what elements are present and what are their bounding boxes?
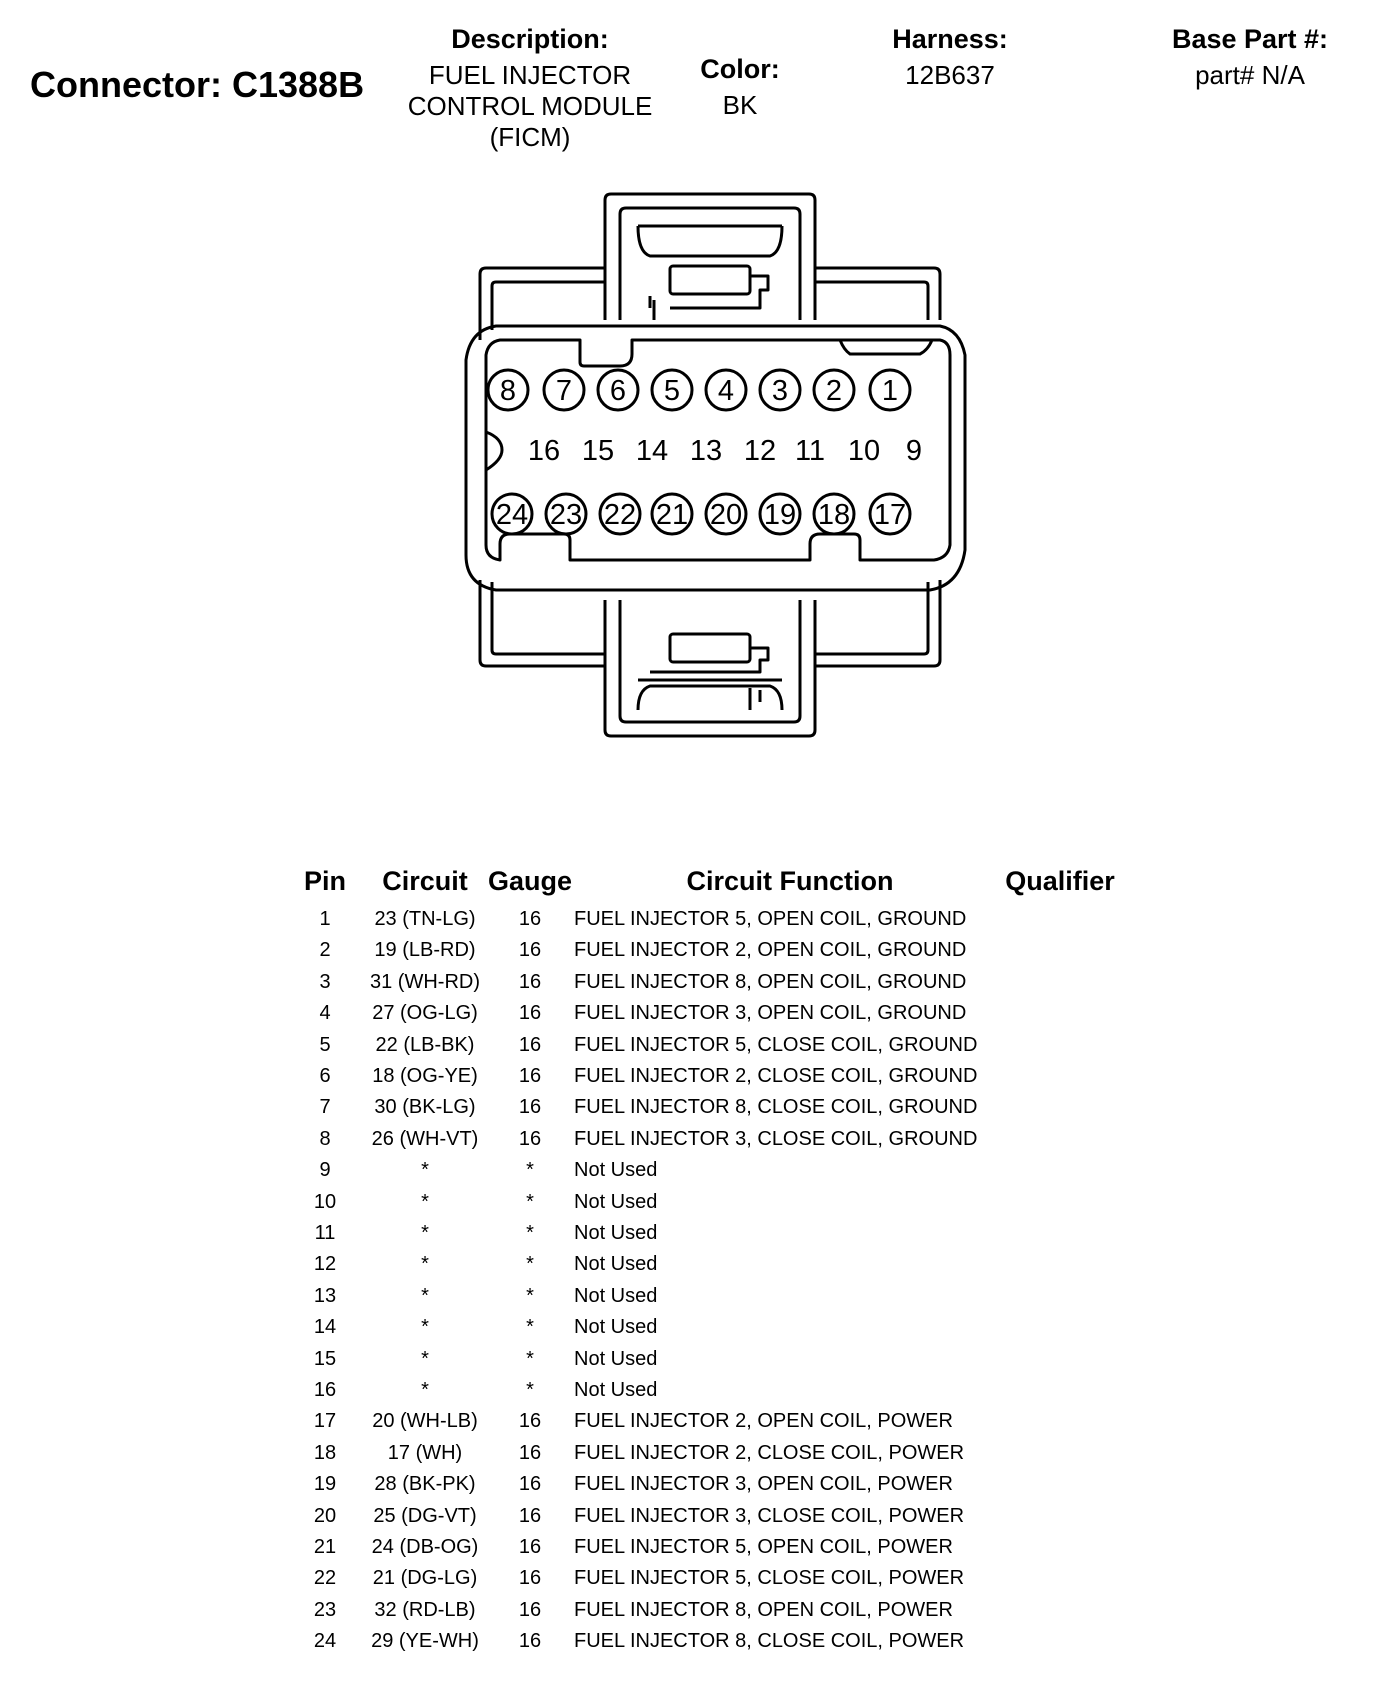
pin-cell: 20 (313, 1505, 337, 1527)
circuit-function-cell: FUEL INJECTOR 2, CLOSE COIL, POWER (574, 1442, 965, 1464)
circuit-function-cell: FUEL INJECTOR 2, CLOSE COIL, GROUND (574, 1065, 978, 1087)
pin-cell: 2 (319, 939, 331, 961)
connector-title: Connector: C1388B (30, 64, 365, 105)
base-part-label: Base Part #: (1171, 24, 1329, 54)
pin-label: 1 (881, 375, 899, 407)
pin-11: 11 (794, 435, 826, 467)
gauge-cell: 16 (518, 1002, 542, 1024)
circuit-function-cell: FUEL INJECTOR 3, CLOSE COIL, GROUND (574, 1128, 978, 1150)
gauge-cell: 16 (518, 1599, 542, 1621)
circuit-cell: 30 (BK-LG) (374, 1096, 476, 1118)
pin-label: 6 (609, 375, 627, 407)
pin-cell: 17 (313, 1410, 337, 1432)
pin-cell: 18 (313, 1442, 337, 1464)
circuit-function-cell: Not Used (574, 1222, 658, 1244)
pin-cell: 24 (313, 1630, 337, 1652)
circuit-cell: 21 (DG-LG) (372, 1567, 478, 1589)
circuit-cell: 23 (TN-LG) (374, 908, 476, 930)
col-header-circuit: Circuit (382, 866, 468, 896)
col-header-gauge: Gauge (487, 866, 573, 896)
circuit-cell: * (421, 1253, 429, 1275)
gauge-cell: 16 (518, 1505, 542, 1527)
pin-label: 4 (717, 375, 735, 407)
gauge-cell: 16 (518, 908, 542, 930)
pin-cell: 14 (313, 1316, 337, 1338)
gauge-cell: 16 (518, 971, 542, 993)
pin-cell: 6 (319, 1065, 331, 1087)
pin-label: 24 (495, 499, 529, 531)
circuit-cell: 25 (DG-VT) (373, 1505, 477, 1527)
gauge-cell: 16 (518, 1410, 542, 1432)
circuit-cell: 19 (LB-RD) (374, 939, 476, 961)
pin-cell: 3 (319, 971, 331, 993)
pin-10: 10 (847, 435, 881, 467)
gauge-cell: 16 (518, 1536, 542, 1558)
gauge-cell: * (526, 1285, 534, 1307)
pin-label: 23 (549, 499, 583, 531)
pin-9: 9 (905, 435, 923, 467)
circuit-cell: 28 (BK-PK) (374, 1473, 476, 1495)
color-value: BK (722, 90, 758, 120)
pin-cell: 15 (313, 1348, 337, 1370)
pin-cell: 8 (319, 1128, 331, 1150)
circuit-function-cell: FUEL INJECTOR 8, CLOSE COIL, GROUND (574, 1096, 978, 1118)
pin-cell: 23 (313, 1599, 337, 1621)
pin-15: 15 (581, 435, 615, 467)
harness-value: 12B637 (905, 60, 995, 90)
pin-label: 8 (499, 375, 517, 407)
description-line: FUEL INJECTOR (428, 60, 632, 90)
circuit-cell: 22 (LB-BK) (375, 1034, 475, 1056)
pin-label: 5 (663, 375, 681, 407)
circuit-function-cell: Not Used (574, 1348, 658, 1370)
col-header-circuit-function: Circuit Function (686, 866, 894, 896)
pin-cell: 19 (313, 1473, 337, 1495)
circuit-function-cell: Not Used (574, 1316, 658, 1338)
gauge-cell: 16 (518, 1473, 542, 1495)
gauge-cell: * (526, 1379, 534, 1401)
circuit-function-cell: Not Used (574, 1285, 658, 1307)
circuit-function-cell: FUEL INJECTOR 8, CLOSE COIL, POWER (574, 1630, 965, 1652)
circuit-cell: * (421, 1191, 429, 1213)
gauge-cell: 16 (518, 1128, 542, 1150)
pin-cell: 16 (313, 1379, 337, 1401)
circuit-function-cell: FUEL INJECTOR 2, OPEN COIL, GROUND (574, 939, 967, 961)
pin-label: 20 (709, 499, 743, 531)
circuit-function-cell: Not Used (574, 1253, 658, 1275)
circuit-cell: 31 (WH-RD) (370, 971, 480, 993)
pin-label: 7 (555, 375, 573, 407)
description-line: (FICM) (489, 122, 571, 152)
gauge-cell: 16 (518, 1630, 542, 1652)
circuit-function-cell: FUEL INJECTOR 3, OPEN COIL, GROUND (574, 1002, 967, 1024)
circuit-function-cell: Not Used (574, 1159, 658, 1181)
circuit-cell: * (421, 1379, 429, 1401)
circuit-cell: 29 (YE-WH) (371, 1630, 479, 1652)
circuit-cell: 32 (RD-LB) (374, 1599, 476, 1621)
circuit-cell: 26 (WH-VT) (371, 1128, 479, 1150)
pin-label: 18 (817, 499, 851, 531)
pin-label: 19 (763, 499, 797, 531)
color-label: Color: (700, 54, 780, 84)
harness-label: Harness: (892, 24, 1008, 54)
circuit-cell: * (421, 1159, 429, 1181)
circuit-cell: 20 (WH-LB) (372, 1410, 478, 1432)
gauge-cell: 16 (518, 1442, 542, 1464)
base-part-value: part# N/A (1195, 60, 1305, 90)
pin-label: 22 (603, 499, 637, 531)
pin-cell: 10 (313, 1191, 337, 1213)
circuit-function-cell: FUEL INJECTOR 3, OPEN COIL, POWER (574, 1473, 953, 1495)
gauge-cell: 16 (518, 1034, 542, 1056)
circuit-function-cell: FUEL INJECTOR 5, CLOSE COIL, POWER (574, 1567, 965, 1589)
circuit-function-cell: FUEL INJECTOR 5, OPEN COIL, POWER (574, 1536, 953, 1558)
pin-cell: 1 (319, 908, 331, 930)
pin-label: 2 (825, 375, 843, 407)
circuit-function-cell: FUEL INJECTOR 2, OPEN COIL, POWER (574, 1410, 953, 1432)
gauge-cell: 16 (518, 1065, 542, 1087)
pin-12: 12 (743, 435, 777, 467)
description-label: Description: (451, 24, 609, 54)
pin-cell: 12 (313, 1253, 337, 1275)
pin-cell: 7 (319, 1096, 331, 1118)
pin-label: 17 (873, 499, 907, 531)
circuit-function-cell: FUEL INJECTOR 8, OPEN COIL, POWER (574, 1599, 953, 1621)
circuit-cell: * (421, 1348, 429, 1370)
pin-cell: 9 (319, 1159, 331, 1181)
pin-cell: 11 (314, 1222, 336, 1244)
gauge-cell: 16 (518, 1567, 542, 1589)
description-line: CONTROL MODULE (407, 91, 653, 121)
gauge-cell: * (526, 1191, 534, 1213)
pin-16: 16 (527, 435, 561, 467)
gauge-cell: 16 (518, 939, 542, 961)
circuit-cell: 17 (WH) (387, 1442, 463, 1464)
pin-cell: 22 (313, 1567, 337, 1589)
gauge-cell: * (526, 1222, 534, 1244)
pin-cell: 4 (319, 1002, 331, 1024)
col-header-pin: Pin (303, 866, 346, 896)
pin-14: 14 (635, 435, 669, 467)
gauge-cell: 16 (518, 1096, 542, 1118)
circuit-function-cell: FUEL INJECTOR 5, CLOSE COIL, GROUND (574, 1034, 978, 1056)
pin-cell: 5 (319, 1034, 331, 1056)
circuit-cell: 24 (DB-OG) (371, 1536, 479, 1558)
gauge-cell: * (526, 1348, 534, 1370)
circuit-function-cell: FUEL INJECTOR 3, CLOSE COIL, POWER (574, 1505, 965, 1527)
circuit-cell: * (421, 1285, 429, 1307)
circuit-function-cell: FUEL INJECTOR 8, OPEN COIL, GROUND (574, 971, 967, 993)
circuit-cell: * (421, 1316, 429, 1338)
col-header-qualifier: Qualifier (1005, 866, 1115, 896)
circuit-cell: 18 (OG-YE) (372, 1065, 478, 1087)
pin-13: 13 (689, 435, 723, 467)
circuit-function-cell: Not Used (574, 1191, 658, 1213)
gauge-cell: * (526, 1316, 534, 1338)
circuit-cell: 27 (OG-LG) (372, 1002, 478, 1024)
pin-label: 3 (771, 375, 789, 407)
pin-cell: 13 (313, 1285, 337, 1307)
pin-cell: 21 (313, 1536, 337, 1558)
gauge-cell: * (526, 1159, 534, 1181)
circuit-function-cell: Not Used (574, 1379, 658, 1401)
circuit-function-cell: FUEL INJECTOR 5, OPEN COIL, GROUND (574, 908, 967, 930)
gauge-cell: * (526, 1253, 534, 1275)
pin-label: 21 (655, 499, 689, 531)
circuit-cell: * (421, 1222, 429, 1244)
